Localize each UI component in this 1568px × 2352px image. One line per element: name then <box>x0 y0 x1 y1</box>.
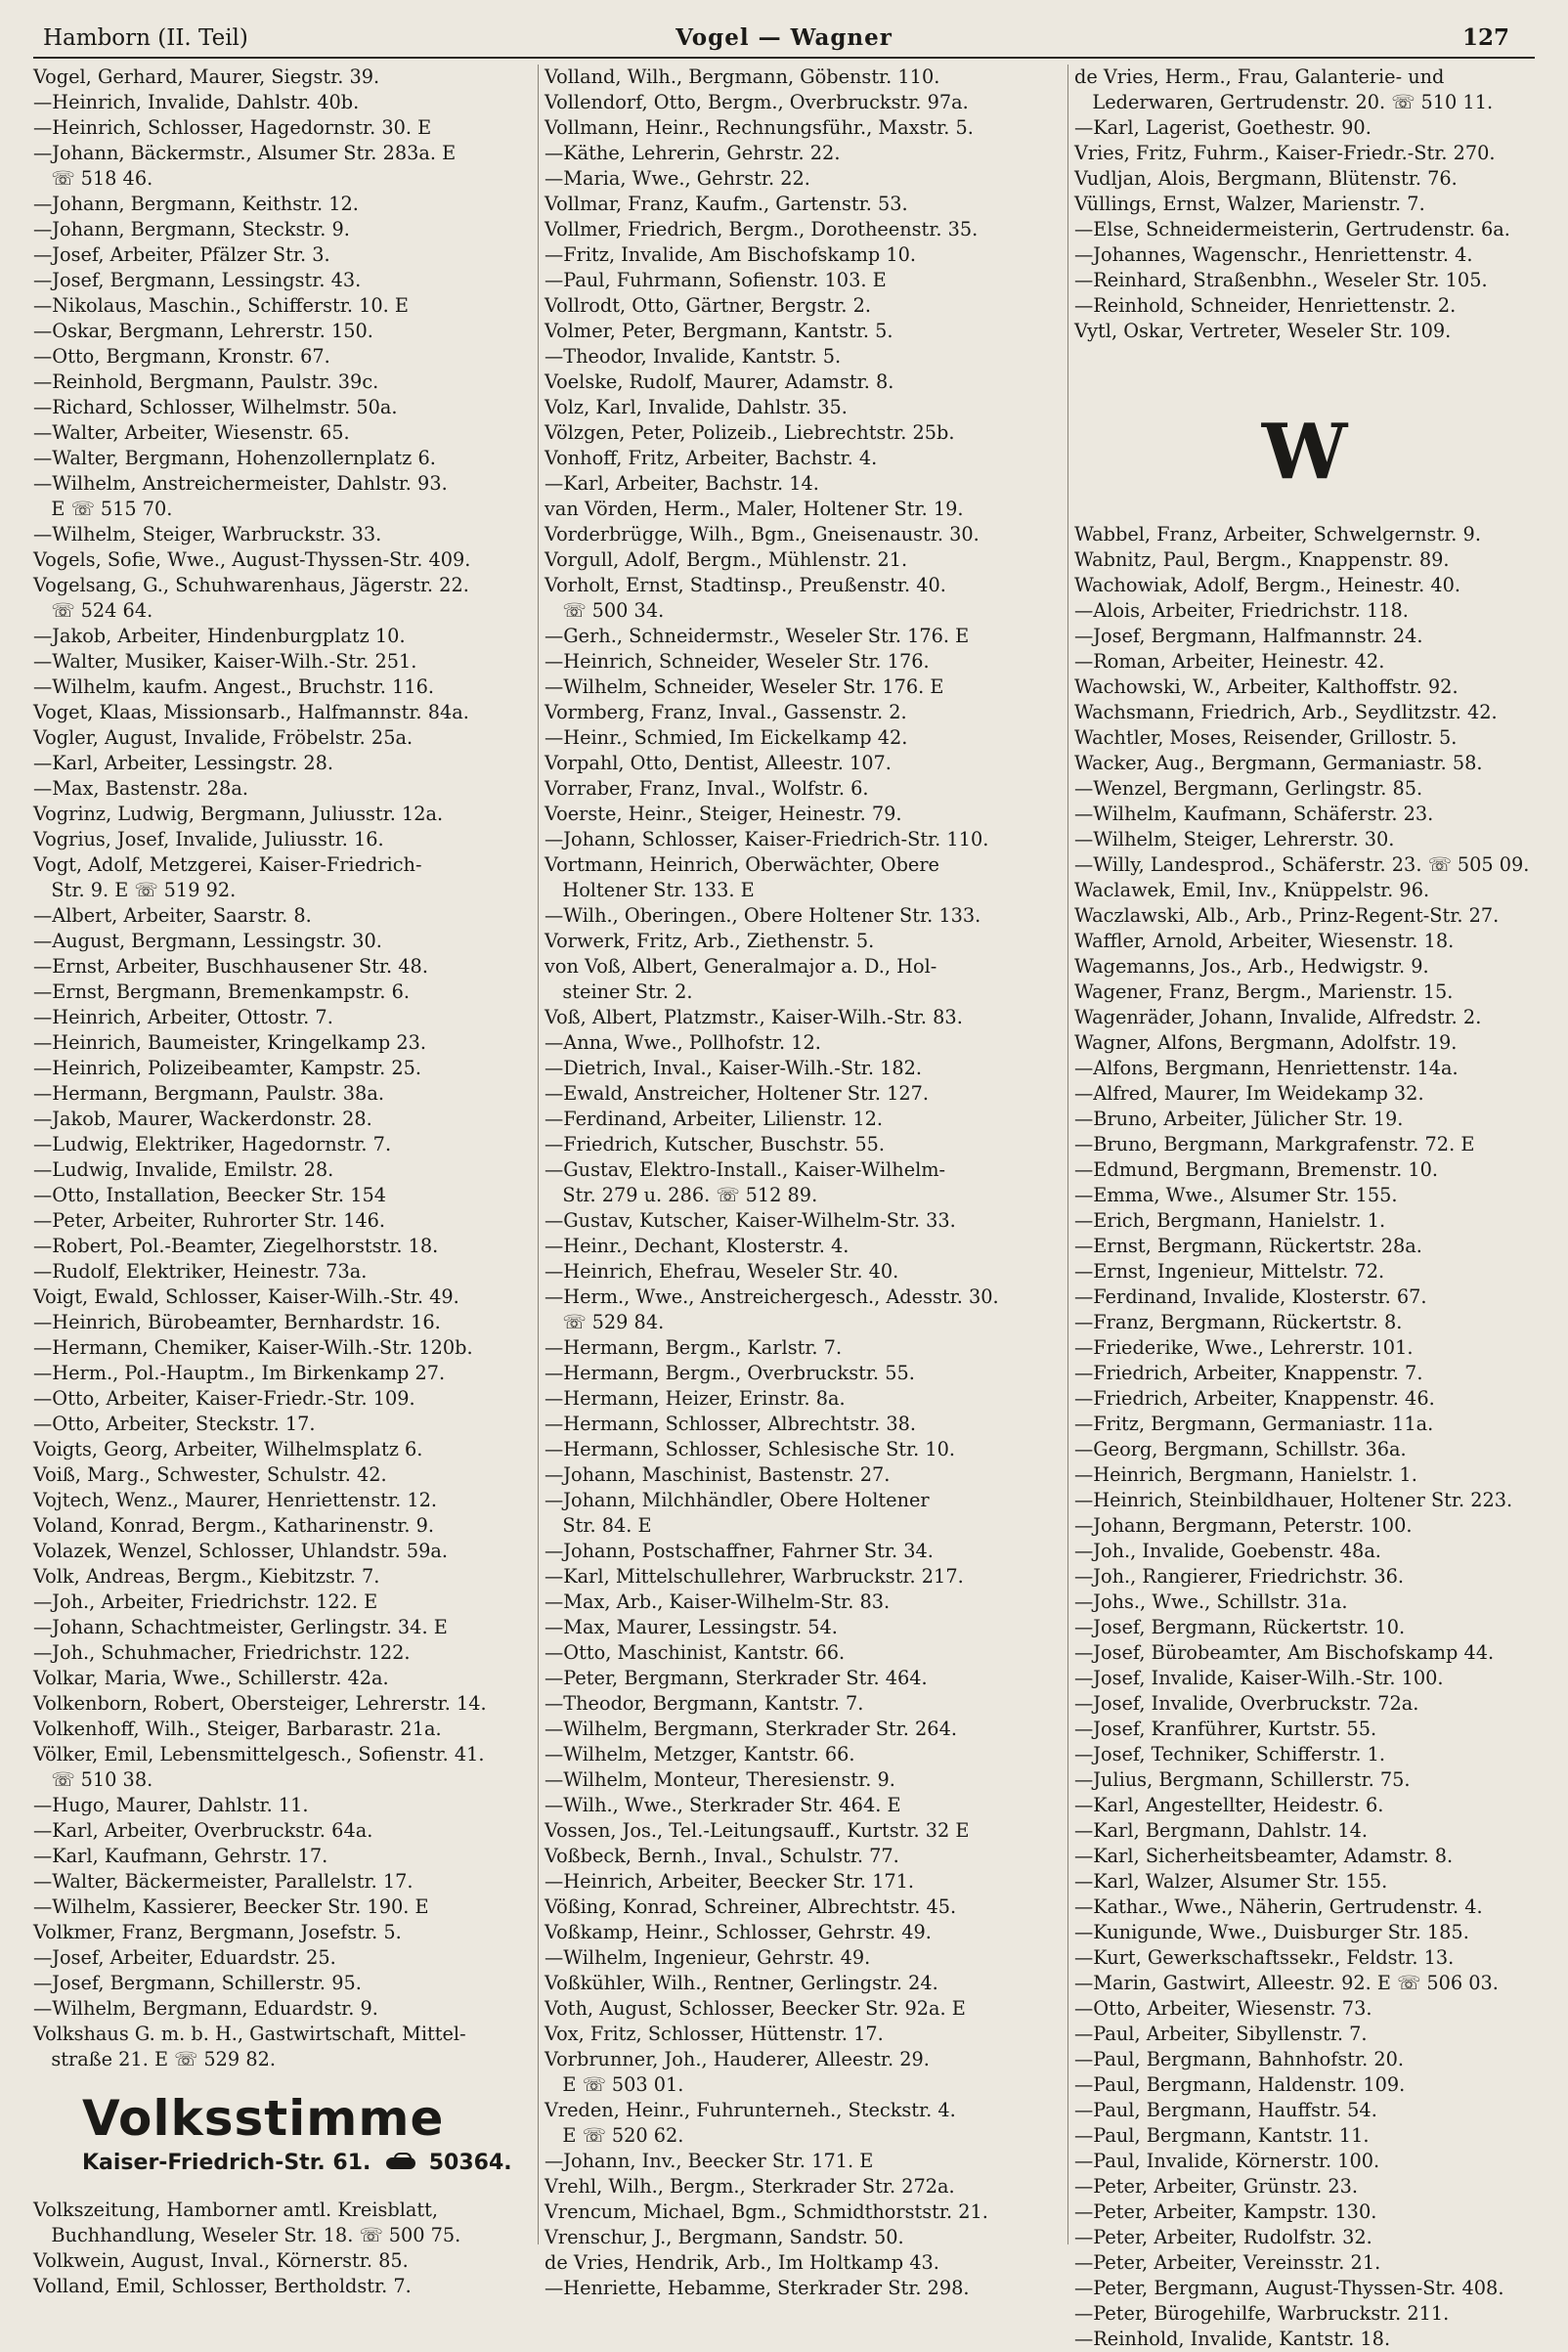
directory-entry: Vollendorf, Otto, Bergm., Overbruckstr. 97a. <box>544 91 969 113</box>
directory-entry: Voerste, Heinr., Steiger, Heinestr. 79. <box>544 803 902 825</box>
directory-entry: Lederwaren, Gertrudenstr. 20. ☏ 510 11. <box>1074 91 1494 113</box>
directory-entry: —Jakob, Maurer, Wackerdonstr. 28. <box>33 1108 372 1130</box>
directory-entry: —Käthe, Lehrerin, Gehrstr. 22. <box>544 142 841 164</box>
directory-entry: Waffler, Arnold, Arbeiter, Wiesenstr. 18. <box>1074 930 1455 952</box>
directory-entry: —Paul, Bergmann, Haldenstr. 109. <box>1074 2073 1406 2096</box>
directory-entry: —Walter, Musiker, Kaiser-Wilh.-Str. 251. <box>33 650 417 673</box>
directory-entry: ☏ 524 64. <box>33 599 153 622</box>
directory-entry: Vogrinz, Ludwig, Bergmann, Juliusstr. 12a. <box>33 803 444 825</box>
directory-entry: Vorpahl, Otto, Dentist, Alleestr. 107. <box>544 752 892 774</box>
directory-entry: —Julius, Bergmann, Schillerstr. 75. <box>1074 1768 1411 1791</box>
directory-entry: —Wenzel, Bergmann, Gerlingstr. 85. <box>1074 777 1423 800</box>
directory-entry: —Johann, Milchhändler, Obere Holtener <box>544 1489 930 1511</box>
directory-entry: —Henriette, Hebamme, Sterkrader Str. 298. <box>544 2277 970 2299</box>
directory-entry: —Karl, Lagerist, Goethestr. 90. <box>1074 116 1372 139</box>
directory-entry: —Heinrich, Invalide, Dahlstr. 40b. <box>33 91 360 113</box>
directory-entry: —Friedrich, Kutscher, Buschstr. 55. <box>544 1133 886 1155</box>
directory-entry: Vogelsang, G., Schuhwarenhaus, Jägerstr. 22. <box>33 574 469 596</box>
directory-entry: Waclawek, Emil, Inv., Knüppelstr. 96. <box>1074 879 1430 901</box>
directory-entry: Volmer, Peter, Bergmann, Kantstr. 5. <box>544 320 893 342</box>
directory-entry: Volkar, Maria, Wwe., Schillerstr. 42a. <box>33 1667 389 1689</box>
directory-entry: —Peter, Bergmann, Sterkrader Str. 464. <box>544 1667 928 1689</box>
directory-entry: —Paul, Arbeiter, Sibyllenstr. 7. <box>1074 2023 1368 2045</box>
directory-entry: ☏ 518 46. <box>33 167 153 190</box>
directory-entry: Vößing, Konrad, Schreiner, Albrechtstr. 45. <box>544 1895 957 1918</box>
directory-entry: —Wilhelm, kaufm. Angest., Bruchstr. 116. <box>33 675 434 698</box>
header-name-range: Vogel — Wagner <box>675 24 893 51</box>
directory-entry: Volkwein, August, Inval., Körnerstr. 85. <box>33 2249 409 2272</box>
directory-entry: E ☏ 503 01. <box>544 2073 684 2096</box>
directory-entry: Voland, Konrad, Bergm., Katharinenstr. 9. <box>33 1514 435 1537</box>
ad-address-line <box>33 2149 530 2178</box>
directory-entry: —Max, Maurer, Lessingstr. 54. <box>544 1616 838 1638</box>
directory-entry: —Peter, Bürogehilfe, Warbruckstr. 211. <box>1074 2302 1450 2325</box>
directory-entry: ☏ 500 34. <box>544 599 665 622</box>
directory-entry: Voth, August, Schlosser, Beecker Str. 92a. E <box>544 1997 966 2020</box>
directory-entry: Voß, Albert, Platzmstr., Kaiser-Wilh.-Str. 83. <box>544 1006 963 1028</box>
directory-entry: —Johs., Wwe., Schillstr. 31a. <box>1074 1590 1348 1613</box>
directory-entry: Volkshaus G. m. b. H., Gastwirtschaft, Mittel- <box>33 2023 466 2045</box>
directory-entry: —Wilhelm, Monteur, Theresienstr. 9. <box>544 1768 895 1791</box>
directory-entry: —Hermann, Schlosser, Schlesische Str. 10. <box>544 1438 956 1460</box>
directory-entry: —Johann, Bäckermstr., Alsumer Str. 283a. E <box>33 142 457 164</box>
directory-entry: —Karl, Kaufmann, Gehrstr. 17. <box>33 1845 328 1867</box>
directory-entry: —Wilhelm, Bergmann, Sterkrader Str. 264. <box>544 1718 957 1740</box>
directory-entry: Wagemanns, Jos., Arb., Hedwigstr. 9. <box>1074 955 1429 978</box>
directory-entry: —Karl, Bergmann, Dahlstr. 14. <box>1074 1819 1369 1842</box>
directory-entry: —Rudolf, Elektriker, Heinestr. 73a. <box>33 1260 368 1283</box>
ad-phone: 50364. <box>428 2151 512 2175</box>
directory-entry: —Peter, Arbeiter, Ruhrorter Str. 146. <box>33 1209 386 1232</box>
directory-entry: —Johann, Inv., Beecker Str. 171. E <box>544 2150 874 2172</box>
directory-entry: —Heinr., Schmied, Im Eickelkamp 42. <box>544 726 908 749</box>
directory-entry: Vogt, Adolf, Metzgerei, Kaiser-Friedrich- <box>33 853 422 876</box>
directory-entry: —Otto, Arbeiter, Steckstr. 17. <box>33 1413 316 1435</box>
directory-entry: —Peter, Arbeiter, Kampstr. 130. <box>1074 2200 1377 2223</box>
directory-entry: Völker, Emil, Lebensmittelgesch., Sofienstr. 41. <box>33 1743 485 1765</box>
directory-entry: —Peter, Arbeiter, Grünstr. 23. <box>1074 2175 1359 2198</box>
directory-entry: —Paul, Bergmann, Hauffstr. 54. <box>1074 2099 1377 2121</box>
directory-entry: —Karl, Sicherheitsbeamter, Adamstr. 8. <box>1074 1845 1454 1867</box>
directory-entry: —Wilhelm, Steiger, Lehrerstr. 30. <box>1074 828 1395 850</box>
directory-entry: Vorholt, Ernst, Stadtinsp., Preußenstr. 40. <box>544 574 946 596</box>
directory-entry: —Paul, Bergmann, Kantstr. 11. <box>1074 2124 1370 2147</box>
directory-entry: Vogels, Sofie, Wwe., August-Thyssen-Str. 409. <box>33 548 471 571</box>
page-header <box>33 22 1535 59</box>
directory-entry: —Gustav, Kutscher, Kaiser-Wilhelm-Str. 33. <box>544 1209 956 1232</box>
directory-entry: —Hermann, Bergm., Overbruckstr. 55. <box>544 1362 915 1384</box>
directory-entry: —Karl, Mittelschullehrer, Warbruckstr. 217. <box>544 1565 964 1588</box>
directory-entry: Vollmar, Franz, Kaufm., Gartenstr. 53. <box>544 193 908 215</box>
directory-entry: —Josef, Techniker, Schifferstr. 1. <box>1074 1743 1385 1765</box>
ad-address: Kaiser-Friedrich-Str. 61. <box>82 2151 371 2175</box>
directory-entry: Vorgull, Adolf, Bergm., Mühlenstr. 21. <box>544 548 908 571</box>
directory-entry: Voßkühler, Wilh., Rentner, Gerlingstr. 24. <box>544 1972 938 1994</box>
directory-entry: —Ludwig, Invalide, Emilstr. 28. <box>33 1158 334 1181</box>
directory-entry: —Heinrich, Schlosser, Hagedornstr. 30. E <box>33 116 432 139</box>
directory-entry: Volkmer, Franz, Bergmann, Josefstr. 5. <box>33 1921 402 1943</box>
directory-entry: —Heinrich, Bürobeamter, Bernhardstr. 16. <box>33 1311 441 1333</box>
directory-entry: —Friederike, Wwe., Lehrerstr. 101. <box>1074 1336 1414 1359</box>
directory-entry: straße 21. E ☏ 529 82. <box>33 2048 276 2070</box>
directory-entry: —Bruno, Bergmann, Markgrafenstr. 72. E <box>1074 1133 1475 1155</box>
directory-entry: —Max, Arb., Kaiser-Wilhelm-Str. 83. <box>544 1590 891 1613</box>
column-1-entries-top <box>33 65 530 2072</box>
directory-entry: —Heinrich, Polizeibeamter, Kampstr. 25. <box>33 1057 422 1079</box>
directory-entry: Buchhandlung, Weseler Str. 18. ☏ 500 75. <box>33 2224 461 2246</box>
directory-entry: E ☏ 515 70. <box>33 498 173 520</box>
directory-entry: —Joh., Schuhmacher, Friedrichstr. 122. <box>33 1641 411 1664</box>
directory-entry: —Heinrich, Baumeister, Kringelkamp 23. <box>33 1031 427 1054</box>
directory-entry: —Alfred, Maurer, Im Weidekamp 32. <box>1074 1082 1424 1105</box>
directory-entry: Vortmann, Heinrich, Oberwächter, Obere <box>544 853 939 876</box>
directory-entry: —Otto, Installation, Beecker Str. 154 <box>33 1184 386 1206</box>
column-3-entries-bottom <box>1074 522 1535 2352</box>
directory-entry: Vreden, Heinr., Fuhrunterneh., Steckstr. 4. <box>544 2099 956 2121</box>
directory-entry: Vüllings, Ernst, Walzer, Marienstr. 7. <box>1074 193 1425 215</box>
directory-entry: Voßkamp, Heinr., Schlosser, Gehrstr. 49. <box>544 1921 932 1943</box>
directory-entry: Volkszeitung, Hamborner amtl. Kreisblatt, <box>33 2199 439 2221</box>
directory-entry: —Theodor, Bergmann, Kantstr. 7. <box>544 1692 864 1715</box>
directory-entry: —Johann, Schlosser, Kaiser-Friedrich-Str. 110. <box>544 828 989 850</box>
directory-entry: Vrencum, Michael, Bgm., Schmidthorststr. 21. <box>544 2200 988 2223</box>
directory-entry: —Erich, Bergmann, Hanielstr. 1. <box>1074 1209 1386 1232</box>
directory-entry: —Albert, Arbeiter, Saarstr. 8. <box>33 904 312 927</box>
directory-entry: Str. 9. E ☏ 519 92. <box>33 879 237 901</box>
directory-entry: —Willy, Landesprod., Schäferstr. 23. ☏ 505 09. <box>1074 853 1530 876</box>
directory-entry: de Vries, Herm., Frau, Galanterie- und <box>1074 65 1445 88</box>
directory-entry: Vytl, Oskar, Vertreter, Weseler Str. 109. <box>1074 320 1452 342</box>
directory-entry: —Wilhelm, Steiger, Warbruckstr. 33. <box>33 523 382 545</box>
directory-entry: —Wilh., Oberingen., Obere Holtener Str. 133. <box>544 904 981 927</box>
directory-entry: Volland, Wilh., Bergmann, Göbenstr. 110. <box>544 65 940 88</box>
directory-entry: Vogler, August, Invalide, Fröbelstr. 25a. <box>33 726 414 749</box>
directory-entry: —Peter, Arbeiter, Rudolfstr. 32. <box>1074 2226 1372 2248</box>
directory-entry: —Heinrich, Arbeiter, Ottostr. 7. <box>33 1006 333 1028</box>
directory-entry: —Josef, Invalide, Kaiser-Wilh.-Str. 100. <box>1074 1667 1444 1689</box>
directory-entry: Vorwerk, Fritz, Arb., Ziethenstr. 5. <box>544 930 875 952</box>
directory-entry: —Edmund, Bergmann, Bremenstr. 10. <box>1074 1158 1439 1181</box>
directory-entry: —Karl, Arbeiter, Overbruckstr. 64a. <box>33 1819 373 1842</box>
directory-entry: —Hermann, Bergm., Karlstr. 7. <box>544 1336 843 1359</box>
directory-entry: Vudljan, Alois, Bergmann, Blütenstr. 76. <box>1074 167 1458 190</box>
directory-entry: —Walter, Bäckermeister, Parallelstr. 17. <box>33 1870 414 1893</box>
directory-entry: Waczlawski, Alb., Arb., Prinz-Regent-Str. 27. <box>1074 904 1500 927</box>
directory-entry: —Theodor, Invalide, Kantstr. 5. <box>544 345 842 368</box>
directory-entry: —Roman, Arbeiter, Heinestr. 42. <box>1074 650 1385 673</box>
directory-entry: Voigts, Georg, Arbeiter, Wilhelmsplatz 6. <box>33 1438 423 1460</box>
directory-entry: —Wilhelm, Kaufmann, Schäferstr. 23. <box>1074 803 1434 825</box>
directory-entry: —Johann, Bergmann, Keithstr. 12. <box>33 193 359 215</box>
directory-entry: —Peter, Bergmann, August-Thyssen-Str. 408. <box>1074 2277 1504 2299</box>
directory-entry: ☏ 529 84. <box>544 1311 665 1333</box>
directory-entry: —Hermann, Bergmann, Paulstr. 38a. <box>33 1082 384 1105</box>
directory-entry: —Oskar, Bergmann, Lehrerstr. 150. <box>33 320 373 342</box>
directory-entry: —Ernst, Bergmann, Bremenkampstr. 6. <box>33 980 411 1003</box>
directory-entry: —Karl, Angestellter, Heidestr. 6. <box>1074 1794 1384 1816</box>
directory-entry: —Max, Bastenstr. 28a. <box>33 777 248 800</box>
directory-entry: —Wilhelm, Metzger, Kantstr. 66. <box>544 1743 855 1765</box>
directory-entry: Wachtler, Moses, Reisender, Grillostr. 5. <box>1074 726 1458 749</box>
directory-entry: von Voß, Albert, Generalmajor a. D., Hol- <box>544 955 937 978</box>
directory-entry: —Heinrich, Arbeiter, Beecker Str. 171. <box>544 1870 914 1893</box>
directory-entry: —Josef, Bürobeamter, Am Bischofskamp 44. <box>1074 1641 1495 1664</box>
directory-entry: —Heinr., Dechant, Klosterstr. 4. <box>544 1235 849 1257</box>
directory-entry: —Otto, Bergmann, Kronstr. 67. <box>33 345 330 368</box>
directory-entry: —Hugo, Maurer, Dahlstr. 11. <box>33 1794 309 1816</box>
directory-entry: —Friedrich, Arbeiter, Knappenstr. 46. <box>1074 1387 1435 1410</box>
directory-entry: Vogrius, Josef, Invalide, Juliusstr. 16. <box>33 828 384 850</box>
directory-entry: —Friedrich, Arbeiter, Knappenstr. 7. <box>1074 1362 1423 1384</box>
directory-entry: —Emma, Wwe., Alsumer Str. 155. <box>1074 1184 1398 1206</box>
directory-entry: Vrenschur, J., Bergmann, Sandstr. 50. <box>544 2226 904 2248</box>
directory-entry: —Heinrich, Schneider, Weseler Str. 176. <box>544 650 930 673</box>
directory-entry: —Heinrich, Steinbildhauer, Holtener Str. 223. <box>1074 1489 1513 1511</box>
directory-entry: —Paul, Bergmann, Bahnhofstr. 20. <box>1074 2048 1405 2070</box>
directory-entry: —Joh., Arbeiter, Friedrichstr. 122. E <box>33 1590 378 1613</box>
directory-entry: Vossen, Jos., Tel.-Leitungsauff., Kurtstr. 32 E <box>544 1819 970 1842</box>
directory-entry: steiner Str. 2. <box>544 980 693 1003</box>
directory-entry: —Heinrich, Bergmann, Hanielstr. 1. <box>1074 1463 1417 1486</box>
directory-entry: —Fritz, Invalide, Am Bischofskamp 10. <box>544 243 916 266</box>
directory-entry: —Robert, Pol.-Beamter, Ziegelhorststr. 18. <box>33 1235 439 1257</box>
ad-title: Volksstimme <box>82 2090 445 2147</box>
directory-entry: —Johann, Postschaffner, Fahrner Str. 34. <box>544 1540 934 1562</box>
directory-entry: —Josef, Bergmann, Lessingstr. 43. <box>33 269 362 291</box>
directory-entry: —Walter, Bergmann, Hohenzollernplatz 6. <box>33 447 436 469</box>
directory-entry: Wachsmann, Friedrich, Arb., Seydlitzstr. 42. <box>1074 701 1498 723</box>
directory-entry: —Wilh., Wwe., Sterkrader Str. 464. E <box>544 1794 901 1816</box>
directory-entry: —Wilhelm, Schneider, Weseler Str. 176. E <box>544 675 944 698</box>
directory-entry: E ☏ 520 62. <box>544 2124 684 2147</box>
directory-entry: Vollmer, Friedrich, Bergm., Dorotheenstr. 35. <box>544 218 979 240</box>
directory-entry: —Dietrich, Inval., Kaiser-Wilh.-Str. 182. <box>544 1057 923 1079</box>
directory-entry: —Gustav, Elektro-Install., Kaiser-Wilhelm- <box>544 1158 946 1181</box>
directory-entry: —Otto, Arbeiter, Kaiser-Friedr.-Str. 109. <box>33 1387 415 1410</box>
section-letter-heading: W <box>1261 408 1348 497</box>
directory-entry: —Ludwig, Elektriker, Hagedornstr. 7. <box>33 1133 392 1155</box>
directory-entry: Vollmann, Heinr., Rechnungsführ., Maxstr. 5. <box>544 116 974 139</box>
directory-entry: Wabnitz, Paul, Bergm., Knappenstr. 89. <box>1074 548 1450 571</box>
directory-entry: —Hermann, Schlosser, Albrechtstr. 38. <box>544 1413 917 1435</box>
directory-entry: —Jakob, Arbeiter, Hindenburgplatz 10. <box>33 625 406 647</box>
directory-entry: Wachowiak, Adolf, Bergm., Heinestr. 40. <box>1074 574 1461 596</box>
column-1 <box>33 65 530 2297</box>
column-3 <box>1067 65 1535 2350</box>
directory-entry: Vollrodt, Otto, Gärtner, Bergstr. 2. <box>544 294 872 317</box>
directory-entry: Vogel, Gerhard, Maurer, Siegstr. 39. <box>33 65 380 88</box>
directory-entry: Volazek, Wenzel, Schlosser, Uhlandstr. 59a. <box>33 1540 449 1562</box>
directory-entry: —Ferdinand, Arbeiter, Lilienstr. 12. <box>544 1108 884 1130</box>
directory-entry: Vonhoff, Fritz, Arbeiter, Bachstr. 4. <box>544 447 878 469</box>
directory-columns <box>33 65 1535 2350</box>
directory-entry: —Kunigunde, Wwe., Duisburger Str. 185. <box>1074 1921 1469 1943</box>
directory-entry: —Marin, Gastwirt, Alleestr. 92. E ☏ 506 03. <box>1074 1972 1499 1994</box>
directory-entry: Volkenborn, Robert, Obersteiger, Lehrerstr. 14. <box>33 1692 487 1715</box>
directory-entry: —Ernst, Ingenieur, Mittelstr. 72. <box>1074 1260 1385 1283</box>
directory-entry: —Wilhelm, Ingenieur, Gehrstr. 49. <box>544 1946 871 1969</box>
directory-entry: ☏ 510 38. <box>33 1768 153 1791</box>
directory-entry: —Fritz, Bergmann, Germaniastr. 11a. <box>1074 1413 1434 1435</box>
directory-entry: —Reinhold, Bergmann, Paulstr. 39c. <box>33 370 379 393</box>
directory-entry: de Vries, Hendrik, Arb., Im Holtkamp 43. <box>544 2251 939 2274</box>
directory-entry: —Josef, Bergmann, Rückertstr. 10. <box>1074 1616 1406 1638</box>
directory-entry: —Richard, Schlosser, Wilhelmstr. 50a. <box>33 396 398 418</box>
directory-entry: —Ernst, Bergmann, Rückertstr. 28a. <box>1074 1235 1422 1257</box>
directory-entry: Vrehl, Wilh., Bergm., Sterkrader Str. 272a. <box>544 2175 955 2198</box>
directory-entry: Wagenräder, Johann, Invalide, Alfredstr. 2. <box>1074 1006 1482 1028</box>
directory-entry: —Reinhold, Invalide, Kantstr. 18. <box>1074 2328 1391 2350</box>
directory-entry: Vries, Fritz, Fuhrm., Kaiser-Friedr.-Str. 270. <box>1074 142 1496 164</box>
directory-entry: —Josef, Bergmann, Halfmannstr. 24. <box>1074 625 1423 647</box>
telephone-icon <box>386 2157 415 2169</box>
column-2-entries <box>544 65 1060 2301</box>
column-3-entries-top <box>1074 65 1535 344</box>
directory-entry: Völzgen, Peter, Polizeib., Liebrechtstr. 25b. <box>544 421 955 444</box>
directory-entry: —Hermann, Chemiker, Kaiser-Wilh.-Str. 120b. <box>33 1336 473 1359</box>
directory-entry: —Johann, Maschinist, Bastenstr. 27. <box>544 1463 891 1486</box>
directory-entry: —Joh., Rangierer, Friedrichstr. 36. <box>1074 1565 1404 1588</box>
directory-entry: Volk, Andreas, Bergm., Kiebitzstr. 7. <box>33 1565 380 1588</box>
directory-entry: —Josef, Invalide, Overbruckstr. 72a. <box>1074 1692 1419 1715</box>
directory-entry: —Ewald, Anstreicher, Holtener Str. 127. <box>544 1082 930 1105</box>
directory-entry: Volkenhoff, Wilh., Steiger, Barbarastr. 21a. <box>33 1718 442 1740</box>
directory-entry: Wacker, Aug., Bergmann, Germaniastr. 58. <box>1074 752 1483 774</box>
directory-entry: —Maria, Wwe., Gehrstr. 22. <box>544 167 810 190</box>
directory-entry: Volz, Karl, Invalide, Dahlstr. 35. <box>544 396 848 418</box>
directory-entry: —Wilhelm, Anstreichermeister, Dahlstr. 93. <box>33 472 448 495</box>
directory-entry: Voiß, Marg., Schwester, Schulstr. 42. <box>33 1463 387 1486</box>
directory-entry: Voigt, Ewald, Schlosser, Kaiser-Wilh.-Str. 49. <box>33 1285 459 1308</box>
header-section-title: Hamborn (II. Teil) <box>43 25 248 51</box>
directory-entry: Holtener Str. 133. E <box>544 879 755 901</box>
directory-entry: —Herm., Wwe., Anstreichergesch., Adesstr. 30. <box>544 1285 999 1308</box>
directory-entry: Voßbeck, Bernh., Inval., Schulstr. 77. <box>544 1845 899 1867</box>
directory-entry: —Nikolaus, Maschin., Schifferstr. 10. E <box>33 294 409 317</box>
directory-entry: Vormberg, Franz, Inval., Gassenstr. 2. <box>544 701 907 723</box>
directory-entry: —Josef, Arbeiter, Eduardstr. 25. <box>33 1946 336 1969</box>
directory-entry: —Wilhelm, Kassierer, Beecker Str. 190. E <box>33 1895 429 1918</box>
directory-entry: —Kurt, Gewerkschaftssekr., Feldstr. 13. <box>1074 1946 1455 1969</box>
directory-entry: Wagener, Franz, Bergm., Marienstr. 15. <box>1074 980 1454 1003</box>
directory-entry: Volland, Emil, Schlosser, Bertholdstr. 7. <box>33 2275 412 2297</box>
directory-entry: —Karl, Arbeiter, Lessingstr. 28. <box>33 752 333 774</box>
directory-entry: —Anna, Wwe., Pollhofstr. 12. <box>544 1031 821 1054</box>
directory-entry: van Vörden, Herm., Maler, Holtener Str. 19. <box>544 498 964 520</box>
directory-entry: —Otto, Arbeiter, Wiesenstr. 73. <box>1074 1997 1372 2020</box>
directory-entry: —Heinrich, Ehefrau, Weseler Str. 40. <box>544 1260 899 1283</box>
directory-entry: —Franz, Bergmann, Rückertstr. 8. <box>1074 1311 1403 1333</box>
directory-entry: —Reinhold, Schneider, Henriettenstr. 2. <box>1074 294 1457 317</box>
column-1-entries-bottom <box>33 2198 530 2299</box>
directory-entry: —Johann, Schachtmeister, Gerlingstr. 34. E <box>33 1616 448 1638</box>
directory-entry: —Josef, Arbeiter, Pfälzer Str. 3. <box>33 243 330 266</box>
directory-entry: —Karl, Walzer, Alsumer Str. 155. <box>1074 1870 1388 1893</box>
directory-entry: —Wilhelm, Bergmann, Eduardstr. 9. <box>33 1997 378 2020</box>
directory-entry: —Otto, Maschinist, Kantstr. 66. <box>544 1641 846 1664</box>
directory-entry: —Alois, Arbeiter, Friedrichstr. 118. <box>1074 599 1409 622</box>
directory-entry: Voelske, Rudolf, Maurer, Adamstr. 8. <box>544 370 894 393</box>
directory-entry: —Peter, Arbeiter, Vereinsstr. 21. <box>1074 2251 1381 2274</box>
directory-entry: Vorbrunner, Joh., Hauderer, Alleestr. 29. <box>544 2048 930 2070</box>
directory-entry: —Gerh., Schneidermstr., Weseler Str. 176. E <box>544 625 970 647</box>
directory-entry: Str. 84. E <box>544 1514 652 1537</box>
directory-entry: —Josef, Bergmann, Schillerstr. 95. <box>33 1972 362 1994</box>
directory-entry: —Reinhard, Straßenbhn., Weseler Str. 105. <box>1074 269 1488 291</box>
directory-entry: Voget, Klaas, Missionsarb., Halfmannstr. 84a. <box>33 701 469 723</box>
directory-entry: Vojtech, Wenz., Maurer, Henriettenstr. 12. <box>33 1489 438 1511</box>
directory-entry: —Johann, Bergmann, Peterstr. 100. <box>1074 1514 1413 1537</box>
directory-entry: —Ernst, Arbeiter, Buschhausener Str. 48. <box>33 955 428 978</box>
directory-entry: —Johann, Bergmann, Steckstr. 9. <box>33 218 350 240</box>
directory-entry: —Karl, Arbeiter, Bachstr. 14. <box>544 472 819 495</box>
directory-entry: —Walter, Arbeiter, Wiesenstr. 65. <box>33 421 350 444</box>
volksstimme-advertisement <box>33 2088 530 2178</box>
directory-entry: —Bruno, Arbeiter, Jülicher Str. 19. <box>1074 1108 1404 1130</box>
directory-entry: —Paul, Invalide, Körnerstr. 100. <box>1074 2150 1380 2172</box>
page-number: 127 <box>1461 24 1509 51</box>
directory-entry: Str. 279 u. 286. ☏ 512 89. <box>544 1184 818 1206</box>
directory-entry: —Paul, Fuhrmann, Sofienstr. 103. E <box>544 269 887 291</box>
directory-entry: —Johannes, Wagenschr., Henriettenstr. 4. <box>1074 243 1473 266</box>
directory-entry: Vorraber, Franz, Inval., Wolfstr. 6. <box>544 777 869 800</box>
directory-entry: Vox, Fritz, Schlosser, Hüttenstr. 17. <box>544 2023 884 2045</box>
directory-entry: Wagner, Alfons, Bergmann, Adolfstr. 19. <box>1074 1031 1458 1054</box>
directory-entry: —Hermann, Heizer, Erinstr. 8a. <box>544 1387 846 1410</box>
directory-entry: —Else, Schneidermeisterin, Gertrudenstr. 6a. <box>1074 218 1510 240</box>
directory-entry: Vorderbrügge, Wilh., Bgm., Gneisenaustr. 30. <box>544 523 980 545</box>
directory-entry: Wabbel, Franz, Arbeiter, Schwelgernstr. 9. <box>1074 523 1481 545</box>
directory-entry: —Alfons, Bergmann, Henriettenstr. 14a. <box>1074 1057 1459 1079</box>
directory-entry: —Kathar., Wwe., Näherin, Gertrudenstr. 4. <box>1074 1895 1483 1918</box>
directory-entry: —Herm., Pol.-Hauptm., Im Birkenkamp 27. <box>33 1362 446 1384</box>
directory-entry: —August, Bergmann, Lessingstr. 30. <box>33 930 382 952</box>
column-2 <box>538 65 1060 2299</box>
directory-entry: —Ferdinand, Invalide, Klosterstr. 67. <box>1074 1285 1427 1308</box>
directory-entry: —Joh., Invalide, Goebenstr. 48a. <box>1074 1540 1381 1562</box>
directory-entry: Wachowski, W., Arbeiter, Kalthoffstr. 92. <box>1074 675 1459 698</box>
directory-entry: —Josef, Kranführer, Kurtstr. 55. <box>1074 1718 1377 1740</box>
directory-entry: —Georg, Bergmann, Schillstr. 36a. <box>1074 1438 1407 1460</box>
